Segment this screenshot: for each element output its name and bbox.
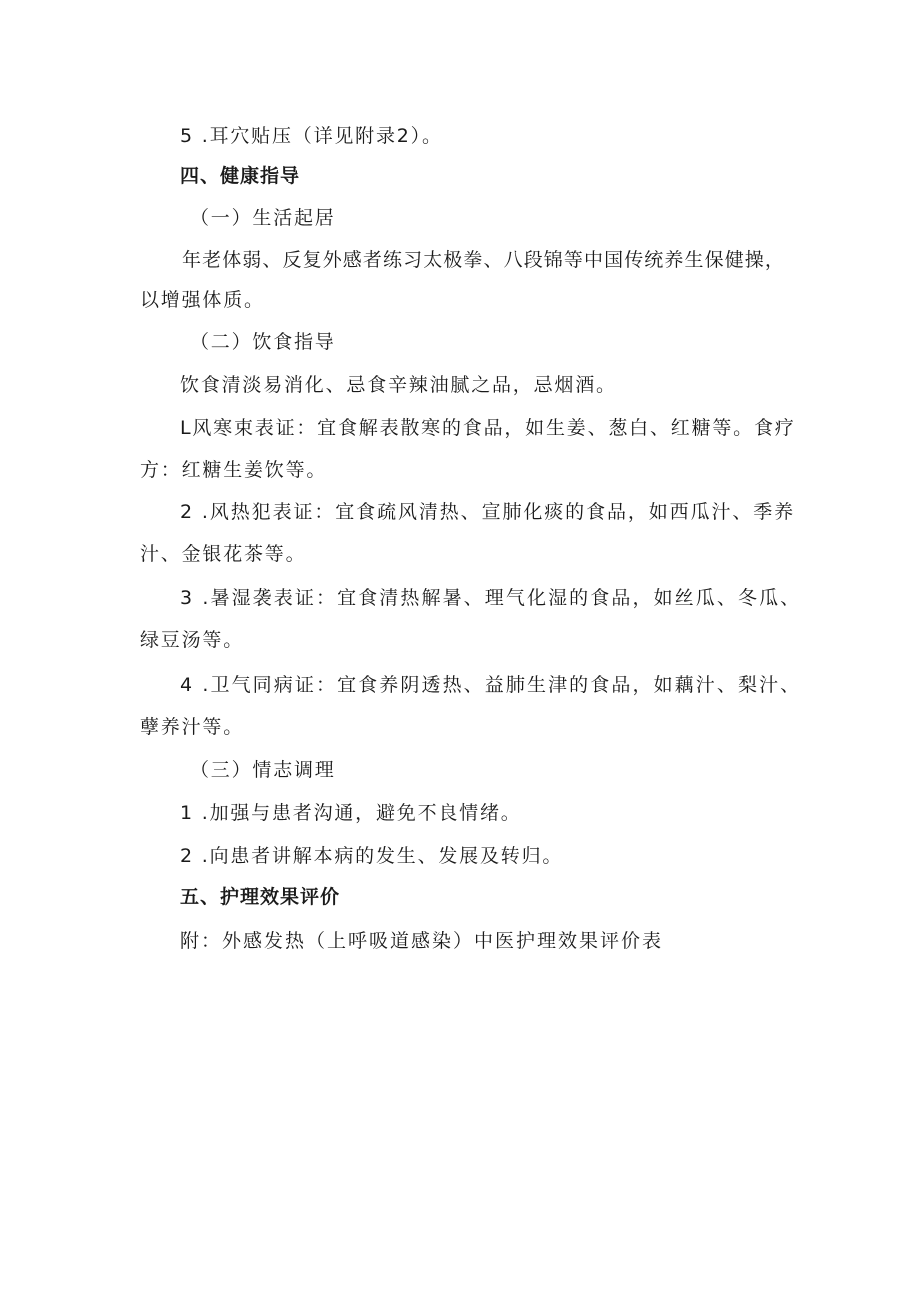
diet-item-1-line-1: L风寒束表证：宜食解表散寒的食品，如生姜、葱白、红糖等。食疗 xyxy=(180,417,796,439)
daily-life-paragraph-line-1: 年老体弱、反复外感者练习太极拳、八段锦等中国传统养生保健操， xyxy=(182,249,786,271)
emotion-item-1: 1 .加强与患者沟通，避免不良情绪。 xyxy=(180,802,522,824)
daily-life-paragraph-line-2: 以增强体质。 xyxy=(140,289,265,311)
diet-item-2-line-2: 汁、金银花茶等。 xyxy=(140,543,307,565)
diet-item-1-line-2: 方：红糖生姜饮等。 xyxy=(140,459,328,481)
subsection-2-title: （二）饮食指导 xyxy=(190,331,336,353)
diet-item-3-line-1: 3 .暑湿袭表证：宜食清热解暑、理气化湿的食品，如丝瓜、冬瓜、 xyxy=(180,587,802,609)
diet-item-3-line-2: 绿豆汤等。 xyxy=(140,629,245,651)
subsection-1-title: （一）生活起居 xyxy=(190,207,336,229)
diet-intro: 饮食清淡易消化、忌食辛辣油腻之品，忌烟酒。 xyxy=(180,374,617,396)
item-5-ear-acupressure: 5 .耳穴贴压（详见附录2）。 xyxy=(180,125,443,147)
section-4-title: 四、健康指导 xyxy=(180,165,301,187)
diet-item-4-line-2: 孽养汁等。 xyxy=(140,716,245,738)
diet-item-2-line-1: 2 .风热犯表证：宜食疏风清热、宣肺化痰的食品，如西瓜汁、季养 xyxy=(180,501,796,523)
diet-item-4-line-1: 4 .卫气同病证：宜食养阴透热、益肺生津的食品，如藕汁、梨汁、 xyxy=(180,674,802,696)
subsection-3-title: （三）情志调理 xyxy=(190,759,336,781)
appendix-note: 附：外感发热（上呼吸道感染）中医护理效果评价表 xyxy=(180,930,664,952)
emotion-item-2: 2 .向患者讲解本病的发生、发展及转归。 xyxy=(180,845,564,867)
section-5-title: 五、护理效果评价 xyxy=(180,886,341,908)
